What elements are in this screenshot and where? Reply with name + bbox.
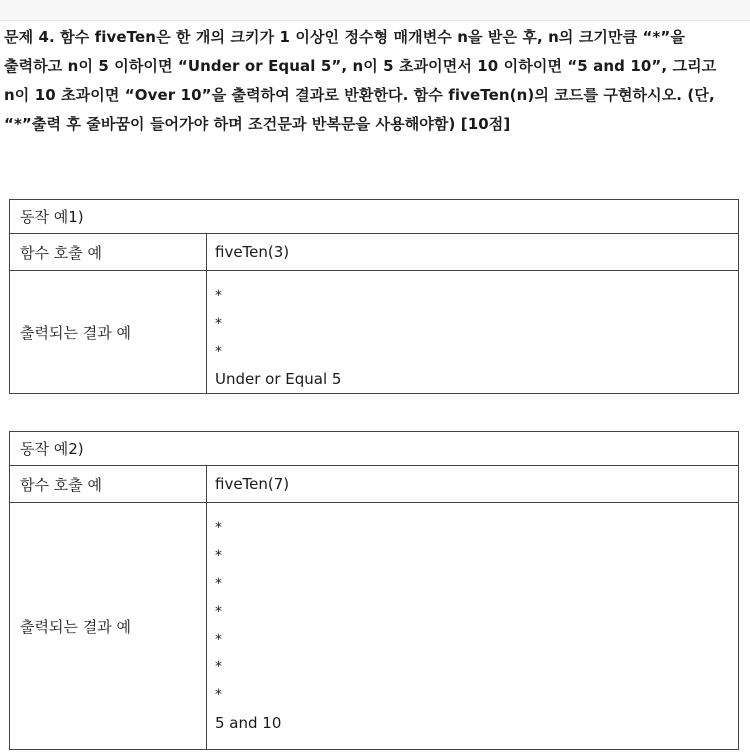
output-lines [207, 271, 738, 393]
output-line: * [215, 575, 222, 592]
example-table-2 [9, 431, 739, 750]
output-line: 5 and 10 [215, 714, 282, 733]
top-band [0, 0, 750, 21]
example-title-row [10, 200, 738, 234]
output-row [10, 271, 738, 393]
function-call-label: 함수 호출 예 [10, 466, 207, 502]
example-title: 동작 예1) [20, 208, 84, 226]
output-line: * [215, 343, 222, 360]
output-lines [207, 503, 738, 749]
output-line: * [215, 631, 222, 648]
function-call-label: 함수 호출 예 [10, 234, 207, 270]
function-call-row [10, 234, 738, 271]
example-table-1 [9, 199, 739, 394]
output-line: * [215, 315, 222, 332]
output-label: 출력되는 결과 예 [10, 503, 207, 749]
output-line: * [215, 687, 222, 704]
function-call-row [10, 466, 738, 503]
question-text: 문제 4. 함수 fiveTen은 한 개의 크키가 1 이상인 정수형 매개변수 n을 받은 후, n의 크기만큼 “*”을 출력하고 n이 5 이하이면 “Under or Equal 5”, n이 5 초과이면서 10 이하이면 “5 and 10”, 그리고 n이 10 초과이면 “Over 10”을 출력하여 결과로 반환한다. 함수 fiveTen(n)의 코드를 구현하시오. (단, “*”출력 후 줄바꿈이 들어가야 하며 조건문과 반복문을 사용해야함) [10점] [4, 28, 717, 133]
output-label: 출력되는 결과 예 [10, 271, 207, 393]
output-line: * [215, 520, 222, 536]
output-line: * [215, 288, 222, 304]
example-title-row [10, 432, 738, 466]
function-call-value: fiveTen(3) [215, 243, 290, 261]
function-call-value: fiveTen(7) [215, 475, 290, 493]
output-line: * [215, 659, 222, 676]
example-title: 동작 예2) [20, 440, 84, 458]
output-line: * [215, 547, 222, 564]
output-row [10, 503, 738, 749]
output-line: * [215, 603, 222, 620]
output-line: Under or Equal 5 [215, 370, 342, 389]
